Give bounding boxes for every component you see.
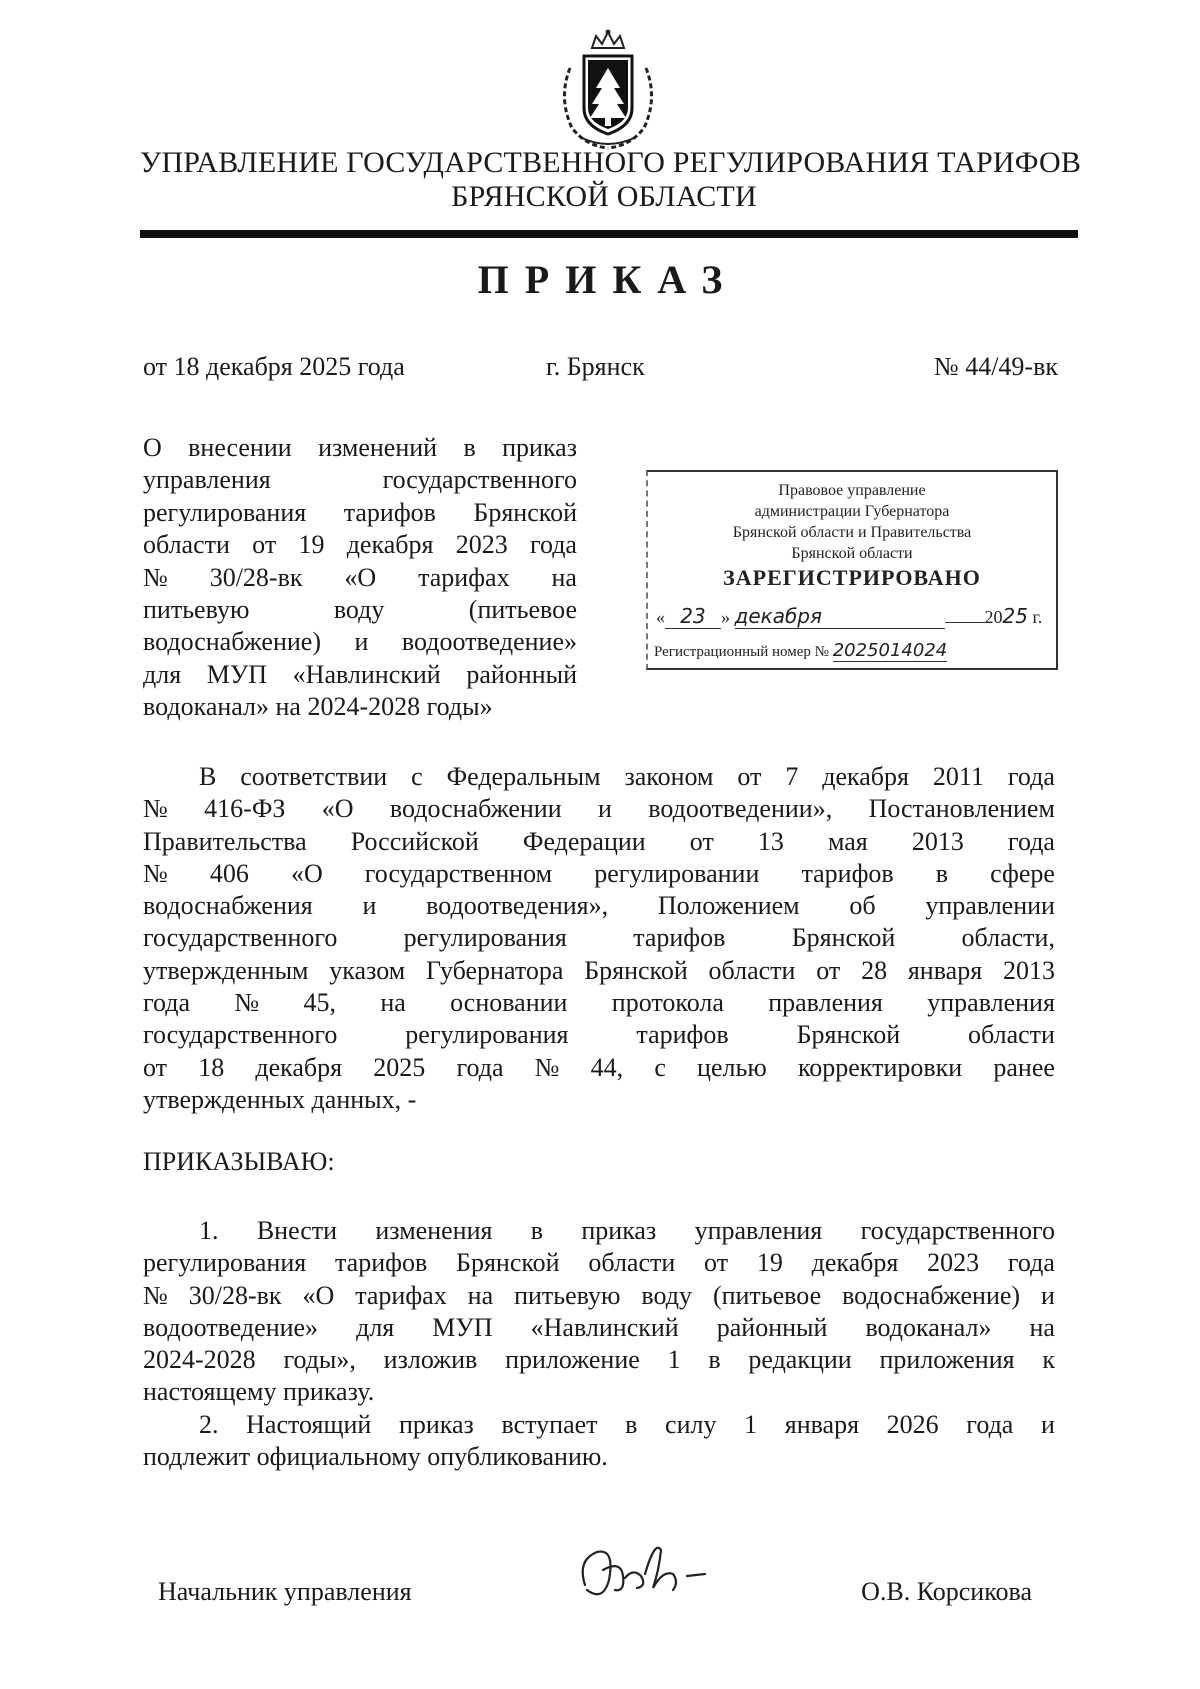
word: от [689, 826, 714, 856]
word: года [966, 1409, 1014, 1439]
word: питьевую [143, 595, 250, 625]
word: 416-ФЗ [204, 794, 286, 824]
word: протокола [611, 988, 724, 1018]
word: водоснабжения [143, 891, 313, 921]
word: водоканал» на 2024-2028 годы» [143, 692, 493, 722]
word: Правительства [143, 826, 307, 856]
word: года [1007, 826, 1055, 856]
word: от [704, 1248, 729, 1278]
word: года [1007, 1248, 1055, 1278]
word: государственного [382, 465, 577, 495]
word: и [362, 891, 377, 921]
word: приложения [879, 1345, 1015, 1375]
word: В [199, 762, 217, 791]
text-line [143, 1344, 1055, 1376]
word: 406 [209, 858, 249, 888]
word: с [654, 1052, 666, 1082]
word: 30/28-вк [188, 1280, 282, 1310]
stamp-registered: ЗАРЕГИСТРИРОВАНО [723, 565, 981, 590]
word: Постановлением [868, 794, 1055, 824]
word: тарифах [418, 562, 510, 592]
word: от [737, 762, 762, 791]
word: Внести [256, 1216, 338, 1245]
word: 19 [756, 1248, 783, 1278]
word: вступает [501, 1409, 598, 1439]
word: питьевую [514, 1280, 621, 1310]
word: государственного [143, 1020, 338, 1050]
word: Губернатора [425, 955, 564, 985]
text-line [143, 1441, 1055, 1473]
word: подлежит официальному опубликованию. [143, 1442, 608, 1472]
word: приложение [505, 1345, 640, 1375]
text-line [143, 1052, 1055, 1084]
text-line [143, 626, 577, 658]
stamp-line-1: Правовое управление [778, 482, 926, 499]
word: водоотведение» [143, 1312, 319, 1342]
text-line [143, 922, 1055, 954]
word: ранее [993, 1052, 1055, 1082]
word: «О [344, 562, 377, 592]
text-line [143, 464, 577, 496]
word: водоснабжении [389, 794, 562, 824]
text-line [143, 1280, 1055, 1312]
word: Положением [657, 891, 800, 921]
stamp-year-unit: г. [1032, 607, 1043, 627]
word: и [1040, 1409, 1055, 1439]
text-line [143, 529, 577, 561]
text-line [143, 497, 577, 529]
word: и [597, 794, 612, 824]
word: целью [697, 1052, 767, 1082]
text-line [143, 1215, 1055, 1247]
word: декабря [811, 1248, 899, 1278]
word: Брянской [473, 497, 577, 527]
text-line [143, 562, 577, 594]
word: декабря [255, 1052, 343, 1082]
preamble-paragraph [143, 761, 1055, 1116]
word: государственного [143, 923, 338, 953]
word: 2025 [373, 1052, 426, 1082]
word: тарифах [355, 1280, 447, 1310]
word: водоотведении», [648, 794, 833, 824]
word: законом [624, 762, 714, 791]
word: 2023 [455, 530, 508, 560]
word: приказ [398, 1409, 474, 1439]
word: № [234, 988, 260, 1018]
stamp-date: « 23 » декабря 2025 г. [656, 604, 1043, 628]
text-line [143, 691, 577, 723]
word: 2013 [911, 826, 964, 856]
word: утвержденным [143, 955, 309, 985]
word: 13 [757, 826, 784, 856]
word: и [1041, 1280, 1055, 1310]
word: на [380, 988, 406, 1018]
word: с [411, 762, 423, 791]
word: № [143, 562, 168, 592]
word: тарифов [633, 923, 726, 953]
word: Брянской [791, 923, 896, 953]
word: редакции [748, 1345, 852, 1375]
word: управления [694, 1216, 823, 1245]
word: года [143, 988, 191, 1018]
order-items [143, 1215, 1055, 1473]
word: изменения [375, 1216, 493, 1245]
word: 45, [303, 988, 337, 1018]
word: № [143, 858, 168, 888]
word: 2. [199, 1409, 219, 1439]
word: 30/28-вк [209, 562, 303, 592]
word: МУП [206, 659, 268, 689]
word: Брянской [584, 955, 688, 985]
text-line [143, 594, 577, 626]
word: основании [450, 988, 568, 1018]
text-line [143, 826, 1055, 858]
word: области [708, 955, 796, 985]
word: Брянской [456, 1248, 560, 1278]
word: января [907, 955, 983, 985]
word: 2026 [886, 1409, 939, 1439]
word: № [534, 1052, 560, 1082]
word: области [968, 1020, 1055, 1050]
organization-name [140, 146, 1082, 214]
word: «Навлинский [292, 659, 441, 689]
header-divider [140, 230, 1078, 238]
word: для [143, 659, 182, 689]
word: года [456, 1052, 504, 1082]
word: силу [665, 1409, 717, 1439]
word: в [708, 1345, 721, 1375]
word: водоотведения», [426, 891, 609, 921]
text-line [143, 955, 1055, 987]
word: на [551, 562, 577, 592]
text-line [143, 1019, 1055, 1051]
word: в [625, 1409, 638, 1439]
word: соответствии [240, 762, 388, 791]
word: к [1042, 1345, 1055, 1375]
word: 28 [861, 955, 888, 985]
word: 19 [298, 530, 325, 560]
word: регулирования [405, 1020, 569, 1050]
word: указом [329, 955, 406, 985]
word: в [530, 1216, 544, 1245]
word: настоящему приказу. [143, 1377, 375, 1407]
word: регулировании [594, 858, 760, 888]
text-line [143, 761, 1055, 793]
word: «О [321, 794, 354, 824]
stamp-reg-label: Регистрационный номер № [654, 644, 829, 660]
word: приказ [581, 1216, 657, 1245]
word: Настоящий [246, 1409, 372, 1439]
word: на [1029, 1312, 1055, 1342]
word: районный [466, 659, 577, 689]
stamp-year-suffix: 25 [1002, 604, 1028, 628]
word: утвержденных данных, - [143, 1084, 417, 1114]
word: приказ [502, 433, 577, 462]
text-line [143, 890, 1055, 922]
word: водоотведение» [401, 627, 577, 657]
stamp-reg-number: 2025014024 [832, 640, 948, 661]
word: тарифов [334, 1248, 428, 1278]
word: воду [333, 595, 385, 625]
word: января [784, 1409, 860, 1439]
word: об [849, 891, 876, 921]
word: внесении [188, 433, 292, 462]
word: Федерации [522, 826, 646, 856]
word: № [143, 794, 168, 824]
order-number: № 44/49-вк [933, 352, 1058, 381]
stamp-day: 23 [680, 604, 706, 628]
text-line [143, 987, 1055, 1019]
stamp-month: декабря [734, 604, 823, 628]
text-line [143, 1376, 1055, 1408]
stamp-line-4: Брянской области [791, 545, 913, 562]
word: (питьевое [712, 1280, 822, 1310]
word: водоснабжение) [842, 1280, 1021, 1310]
word: сфере [990, 858, 1055, 888]
word: декабря [822, 762, 909, 791]
text-line [143, 432, 577, 464]
word: области [143, 530, 230, 560]
word: государственного [860, 1216, 1055, 1245]
word: для [356, 1312, 395, 1342]
word: районный [716, 1312, 828, 1342]
word: годы», [283, 1345, 356, 1375]
text-line [143, 1084, 1055, 1116]
word: тарифов [636, 1020, 729, 1050]
stamp-line-2: администрации Губернатора [754, 503, 950, 520]
word: тарифов [343, 497, 436, 527]
word: (питьевое [468, 595, 577, 625]
word: «О [302, 1280, 335, 1310]
order-date: от 18 декабря 2025 года [143, 352, 405, 381]
stamp-reg-row [654, 640, 1052, 661]
word: области [588, 1248, 676, 1278]
word: «О [290, 858, 323, 888]
org-line-1: УПРАВЛЕНИЕ ГОСУДАРСТВЕННОГО РЕГУЛИРОВАНИЯ ТАРИФОВ [140, 146, 1082, 179]
word: тарифов [801, 858, 894, 888]
signatory-name: О.В. Корсикова [861, 1577, 1032, 1606]
word: 2013 [1002, 955, 1055, 985]
signatory-position: Начальник управления [158, 1577, 412, 1606]
word: воду [641, 1280, 692, 1310]
coat-of-arms-icon [552, 28, 664, 152]
org-line-2: БРЯНСКОЙ ОБЛАСТИ [451, 180, 757, 213]
order-word: ПРИКАЗЫВАЮ: [143, 1147, 335, 1176]
word: области, [961, 923, 1055, 953]
word: регулирования [403, 923, 567, 953]
word: 7 [785, 762, 799, 791]
text-line [143, 1409, 1055, 1441]
word: корректировки [797, 1052, 963, 1082]
registration-stamp [646, 470, 1058, 670]
word: от [816, 955, 841, 985]
word: на [467, 1280, 494, 1310]
word: О [143, 433, 162, 462]
word: Федеральным [446, 762, 601, 791]
word: в [935, 858, 949, 888]
word: 44, [590, 1052, 624, 1082]
word: от [252, 530, 277, 560]
text-line [143, 793, 1055, 825]
word: управлении [925, 891, 1055, 921]
word: № [143, 1280, 168, 1310]
text-line [143, 1312, 1055, 1344]
word: регулирования [143, 497, 307, 527]
word: регулирования [143, 1248, 307, 1278]
word: 1 [667, 1345, 681, 1375]
text-line [143, 1247, 1055, 1279]
word: водоснабжение) [143, 627, 321, 657]
word: управления [143, 465, 271, 495]
word: 2011 [932, 762, 984, 791]
word: года [529, 530, 577, 560]
stamp-year-prefix: 20 [984, 607, 1003, 627]
word: изменений [318, 433, 438, 462]
word: «Навлинский [530, 1312, 679, 1342]
word: государственном [364, 858, 553, 888]
document-title: ПРИКАЗ [477, 257, 739, 302]
word: года [1007, 762, 1055, 791]
word: от [143, 1052, 168, 1082]
handwritten-signature-icon [575, 1530, 735, 1610]
word: управления [927, 988, 1055, 1018]
text-line [143, 858, 1055, 890]
order-city: г. Брянск [546, 352, 645, 381]
order-subject [143, 432, 577, 724]
word: изложив [383, 1345, 478, 1375]
word: мая [827, 826, 868, 856]
word: 1. [199, 1216, 219, 1245]
word: 1 [744, 1409, 758, 1439]
word: Российской [350, 826, 479, 856]
word: 2024-2028 [143, 1345, 256, 1375]
word: декабря [346, 530, 434, 560]
stamp-line-3: Брянской области и Правительства [732, 524, 972, 541]
word: водоканал» [865, 1312, 992, 1342]
word: Брянской [796, 1020, 901, 1050]
word: в [463, 433, 476, 462]
text-line [143, 659, 577, 691]
word: и [354, 627, 369, 657]
word: 18 [198, 1052, 225, 1082]
word: МУП [432, 1312, 493, 1342]
word: правления [768, 988, 883, 1018]
word: 2023 [927, 1248, 980, 1278]
